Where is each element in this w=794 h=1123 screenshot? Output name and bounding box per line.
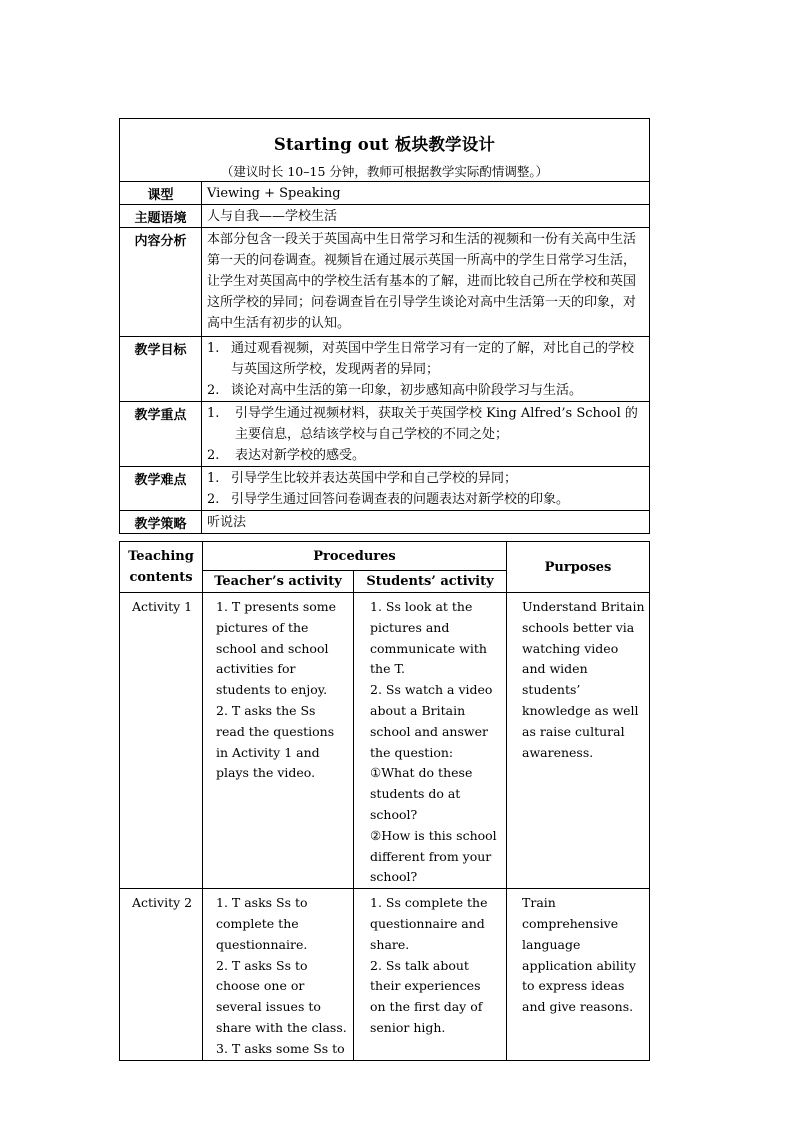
purpose: Train comprehensive language application ability to express ideas and give reasons. [507,889,650,1060]
row-label-strategy: 教学策略 [120,511,202,534]
row-label-focus: 教学重点 [120,402,202,467]
header-teacher-activity: Teacher’s activity [203,571,354,593]
list-item [207,403,643,445]
activity-line: 2. T asks Ss to choose one or several issues to share with the class. [216,957,347,1035]
row-value-course-type: Viewing + Speaking [202,182,650,205]
row-label-content-analysis: 内容分析 [120,228,202,337]
list-item [207,380,643,401]
header-procedures: Procedures [203,542,507,571]
list-number: 2. [207,383,220,398]
list-text: 引导学生通过视频材料，获取关于英国学校 King Alfred’s School 的主要信息，总结该学校与自己学校的不同之处； [235,406,638,442]
list-item [207,338,643,380]
list-item [207,468,643,489]
teacher-activity [203,889,354,1060]
list-text: 引导学生比较并表达英国中学和自己学校的异同； [231,471,518,486]
table-row [120,889,650,1060]
list-item [207,489,643,510]
row-label-course-type: 课型 [120,182,202,205]
row-value-theme: 人与自我——学校生活 [202,205,650,228]
row-label-theme: 主题语境 [120,205,202,228]
row-label-difficulty: 教学难点 [120,467,202,511]
focus-list [207,403,643,466]
row-value-content-analysis: 本部分包含一段关于英国高中生日常学习和生活的视频和一份有关高中生活第一天的问卷调查。视频旨在通过展示英国一所高中的学生日常学习生活，让学生对英国高中的学校生活有基本的了解，进而比较自己所在学校和英国这所学校的异同；问卷调查旨在引导学生谈论对高中生活第一天的印象，对高中生活有初步的认知。 [202,228,650,337]
title-cell [120,119,650,182]
header-purposes: Purposes [507,542,650,593]
activity-line: 1. Ss look at the pictures and communicate with the T. [370,599,487,677]
students-activity [354,889,507,1060]
row-value-difficulty [202,467,650,511]
list-text: 引导学生通过回答问卷调查表的问题表达对新学校的印象。 [231,492,570,507]
row-value-goals [202,337,650,402]
list-number: 1. [207,471,220,486]
students-activity [354,593,507,889]
activity-line: 1. T asks Ss to complete the questionnaire. [216,895,308,952]
activity-line: ②How is this school different from your school? [370,827,497,885]
activity-line: 2. Ss watch a video about a Britain school and answer the question: [370,682,493,760]
page-title: Starting out 板块教学设计 [273,135,496,154]
activity-line: 2. Ss talk about their experiences on the first day of senior high. [370,957,483,1035]
list-text: 表达对新学校的感受。 [235,448,366,463]
header-teaching-contents: Teaching contents [120,542,203,593]
activity-name: Activity 2 [120,889,203,1060]
list-number: 2. [207,448,220,463]
list-text: 谈论对高中生活的第一印象，初步感知高中阶段学习与生活。 [231,383,583,398]
design-table [119,118,650,534]
purpose: Understand Britain schools better via watching video and widen students’ knowledge as well as raise cultural awareness. [507,593,650,889]
goals-list [207,338,643,401]
activity-line: 1. Ss complete the questionnaire and share. [370,895,488,952]
activity-line: ①What do these students do at school? [370,765,473,822]
activity-line: 2. T asks the Ss read the questions in Activity 1 and plays the video. [216,702,335,781]
activity-line: 3. T asks some Ss to [216,1040,345,1056]
list-number: 2. [207,492,220,507]
activity-name: Activity 1 [120,593,203,889]
list-item [207,445,643,466]
page-subtitle: （建议时长 10–15 分钟，教师可根据教学实际酌情调整。） [220,164,549,179]
difficulty-list [207,468,643,510]
procedures-table [119,541,650,1061]
row-value-focus [202,402,650,467]
activity-line: 1. T presents some pictures of the school and school activities for students to enjoy. [216,599,337,698]
teacher-activity [203,593,354,889]
list-number: 1. [207,406,220,421]
list-text: 通过观看视频，对英国中学生日常学习有一定的了解，对比自己的学校与英国这所学校，发现两者的异同； [231,341,635,377]
row-label-goals: 教学目标 [120,337,202,402]
table-row [120,593,650,889]
list-number: 1. [207,341,220,356]
header-students-activity: Students’ activity [354,571,507,593]
row-value-strategy: 听说法 [202,511,650,534]
